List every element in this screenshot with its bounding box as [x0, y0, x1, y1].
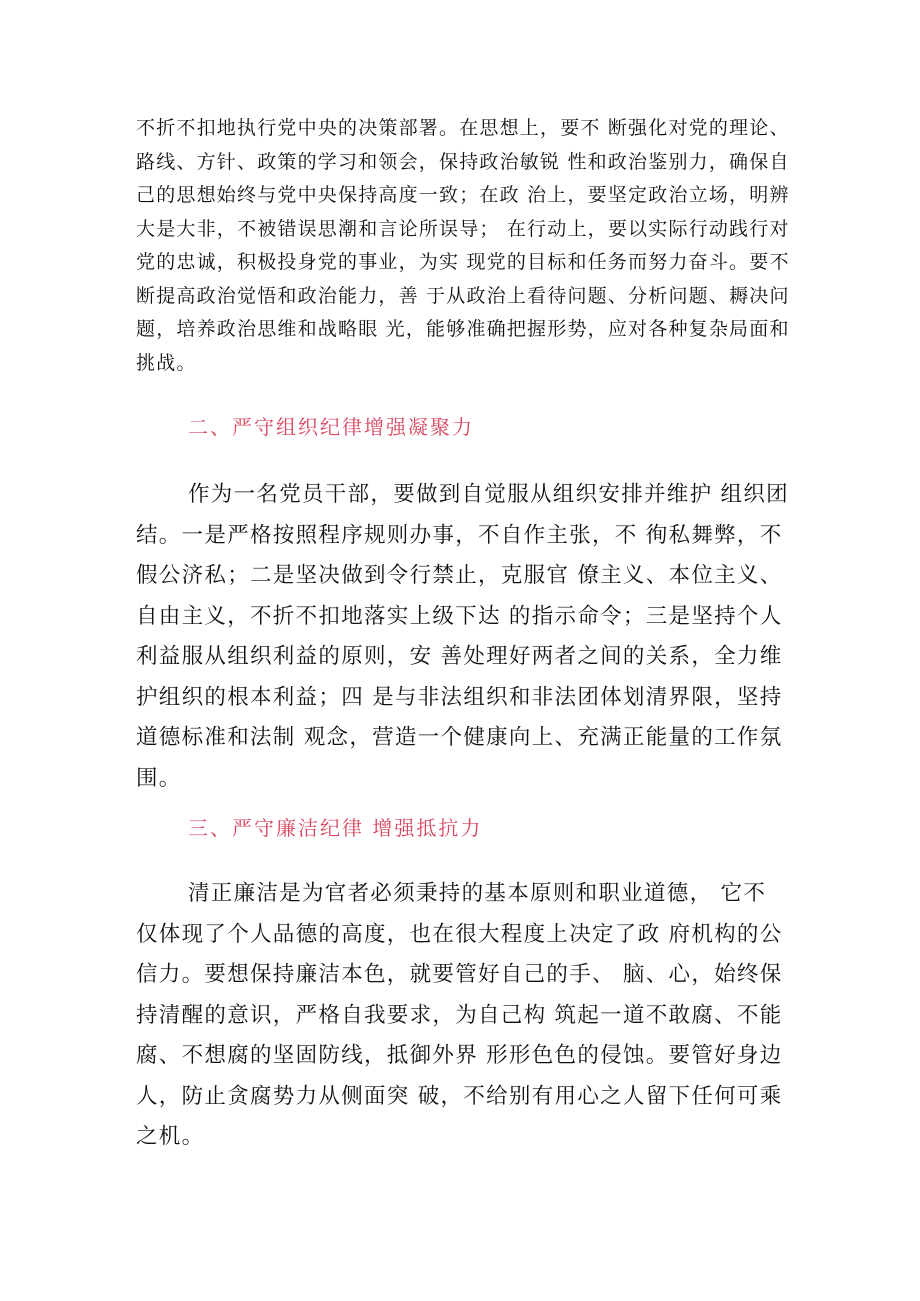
- section-heading-organizational-discipline: 二、严守组织纪律增强凝聚力: [188, 415, 474, 439]
- paragraph-line: 路线、方针、政策的学习和领会，保持政治敏锐 性和政治鉴别力，确保自: [136, 150, 790, 173]
- paragraph-line: 作为一名党员干部，要做到自觉服从组织安排并维护 组织团: [188, 482, 789, 507]
- paragraph-organizational-discipline: [136, 475, 796, 799]
- paragraph-line: 假公济私；二是坚决做到令行禁止，克服官 僚主义、本位主义、: [136, 563, 783, 588]
- paragraph-line: 挑战。: [136, 351, 197, 374]
- paragraph-line: 人，防止贪腐势力从侧面突 破，不给别有用心之人留下任何可乘: [136, 1083, 783, 1109]
- paragraph-line: 信力。要想保持廉洁本色，就要管好自己的手、 脑、心，始终保: [136, 962, 783, 987]
- paragraph-line: 清正廉洁是为官者必须秉持的基本原则和职业道德， 它不: [188, 881, 767, 906]
- paragraph-line: 不折不扣地执行党中央的决策部署。在思想上，要不 断强化对党的理论、: [136, 117, 790, 139]
- paragraph-line: 腐、不想腐的坚固防线，抵御外界 形形色色的侵蚀。要管好身边: [136, 1043, 783, 1068]
- paragraph-line: 大是大非，不被错误思潮和言论所误导； 在行动上，要以实际行动践行对: [136, 217, 790, 240]
- paragraph-line: 断提高政治觉悟和政治能力，善 于从政治上看待问题、分析问题、耨决问: [136, 284, 790, 307]
- paragraph-political-discipline: [136, 112, 796, 380]
- paragraph-line: 护组织的根本利益；四 是与非法组织和非法团体划清界限，坚持: [136, 684, 783, 710]
- paragraph-line: 题，培养政治思维和战略眼 光，能够准确把握形势，应对各种复杂局面和: [136, 318, 790, 340]
- paragraph-line: 道德标准和法制 观念，营造一个健康向上、充满正能量的工作氛: [136, 725, 783, 750]
- paragraph-integrity-discipline: [136, 874, 796, 1158]
- paragraph-line: 之机。: [136, 1124, 205, 1149]
- paragraph-line: 党的忠诚，积极投身党的事业，为实 现党的目标和任务而努力奋斗。要不: [136, 251, 790, 273]
- paragraph-line: 持清醒的意识，严格自我要求，为自己构 筑起一道不敢腐、不能: [136, 1002, 783, 1028]
- section-heading-integrity-discipline: 三、严守廉洁纪律 增强抵抗力: [188, 816, 483, 840]
- paragraph-line: 自由主义，不折不扣地落实上级下达 的指示命令；三是坚持个人: [136, 603, 783, 629]
- paragraph-line: 仅体现了个人品德的高度，也在很大程度上决定了政 府机构的公: [136, 921, 783, 947]
- paragraph-line: 围。: [136, 765, 182, 791]
- paragraph-line: 己的思想始终与党中央保持高度一致；在政 治上，要坚定政治立场，明辨: [136, 184, 790, 206]
- paragraph-line: 利益服从组织利益的原则，安 善处理好两者之间的关系，全力维: [136, 644, 783, 669]
- paragraph-line: 结。一是严格按照程序规则办事，不自作主张，不 徇私舞弊，不: [136, 522, 783, 548]
